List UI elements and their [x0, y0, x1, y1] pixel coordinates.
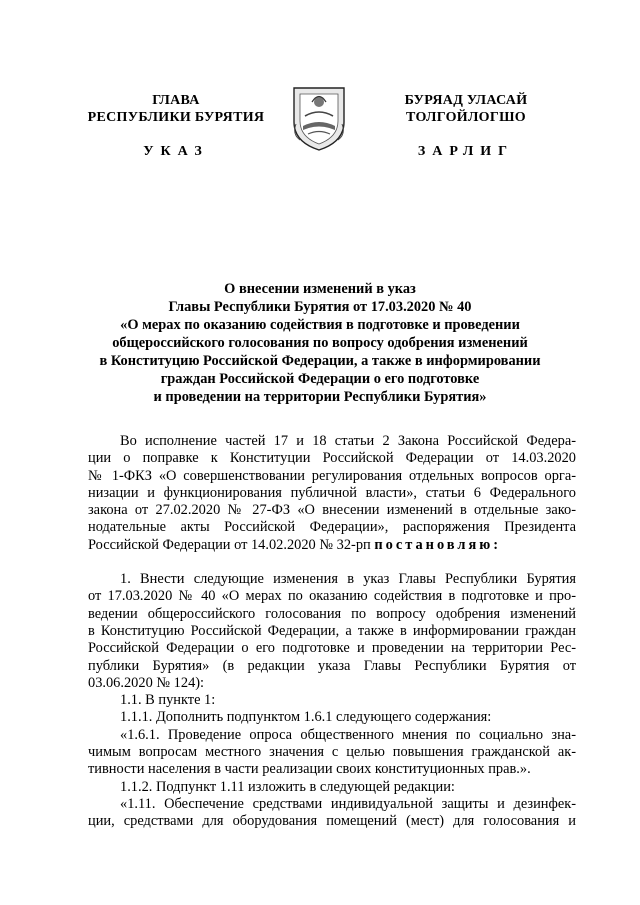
preamble-paragraph	[88, 433, 576, 554]
header-right-line-1: БУРЯАД УЛАСАЙ	[404, 93, 528, 108]
preamble-line: № 1-ФКЗ «О совершенствовании регулирования отдельных вопросов орга-	[88, 467, 576, 484]
sub-1-1-1-paragraph	[88, 709, 576, 726]
item-1-line: Российской Федерации о его подготовке и проведении на территории Рес-	[88, 640, 576, 657]
header-left-line-2: РЕСПУБЛИКИ БУРЯТИЯ	[87, 110, 265, 125]
item-1-paragraph	[88, 571, 576, 692]
preamble-line: низации и функционирования публичной власти», статьи 6 Федерального	[88, 484, 576, 501]
document-title	[60, 280, 580, 406]
title-line: в Конституцию Российской Федерации, а также в информировании	[99, 353, 541, 369]
title-line: Главы Республики Бурятия от 17.03.2020 № 40	[168, 299, 472, 315]
buryatia-coat-of-arms-icon	[290, 82, 348, 152]
item-1-line: 03.06.2020 № 124):	[88, 674, 205, 691]
item-1-line: ведении общероссийского голосования по вопросу одобрения изменений	[88, 605, 576, 622]
preamble-line: Во исполнение частей 17 и 18 статьи 2 Закона Российской Федера-	[120, 433, 576, 449]
sub-1-1-line: 1.1. В пункте 1:	[120, 692, 216, 709]
item-1-6-1-line: тивности населения в части реализации своих конституционных прав.».	[88, 761, 531, 778]
item-1-11-paragraph	[88, 796, 576, 831]
preamble-line: нодательные акты Российской Федерации», распоряжения Президента	[88, 519, 576, 536]
sub-1-1-2-paragraph	[88, 779, 576, 796]
item-1-11-line: «1.11. Обеспечение средствами индивидуальной защиты и дезинфек-	[120, 795, 576, 812]
preamble-line: ции о поправке к Конституции Российской Федерации от 14.03.2020	[88, 450, 576, 467]
item-1-6-1-paragraph	[88, 727, 576, 779]
preamble-last-line	[88, 537, 576, 554]
sub-1-1-2-line: 1.1.2. Подпункт 1.11 изложить в следующей редакции:	[120, 778, 455, 795]
document-kind-right: ЗАРЛИГ	[417, 144, 515, 159]
title-line: О внесении изменений в указ	[224, 281, 416, 297]
title-line: граждан Российской Федерации о его подготовке	[160, 371, 480, 387]
item-1-11-line: ции, средствами для оборудования помещений (мест) для голосования и	[88, 813, 576, 830]
title-line: общероссийского голосования по вопросу одобрения изменений	[112, 335, 528, 351]
item-1-line: в Конституцию Российской Федерации, а также в информировании граждан	[88, 622, 576, 639]
title-line: «О мерах по оказанию содействия в подготовке и проведении	[120, 317, 520, 333]
item-1-line: от 17.03.2020 № 40 «О мерах по оказанию содействия в подготовке и про-	[88, 588, 576, 605]
header-left-line-1: ГЛАВА	[152, 93, 200, 108]
preamble-line: закона от 27.02.2020 № 27-ФЗ «О внесении изменений в отдельные зако-	[88, 502, 576, 519]
header-right	[366, 92, 566, 126]
sub-1-1-1-line: 1.1.1. Дополнить подпунктом 1.6.1 следующего содержания:	[120, 709, 492, 726]
item-1-line: 1. Внести следующие изменения в указ Главы Республики Бурятия	[120, 571, 576, 588]
item-1-6-1-line: «1.6.1. Проведение опроса общественного мнения по социально зна-	[120, 726, 576, 743]
preamble-last-line-text: Российской Федерации от 14.02.2020 № 32-рп	[88, 536, 375, 553]
header-right-line-2: ТОЛГОЙЛОГШО	[406, 110, 526, 125]
document-kind-left: УКАЗ	[143, 144, 209, 159]
sub-1-1-paragraph	[88, 692, 576, 709]
title-line: и проведении на территории Республики Бурятия»	[153, 389, 487, 405]
document-body	[88, 433, 576, 831]
paragraph-gap	[88, 554, 576, 571]
item-1-6-1-line: чимым вопросам местного значения с целью повышения гражданской ак-	[88, 744, 576, 761]
decree-word: постановляю:	[374, 536, 502, 553]
header-left	[76, 92, 276, 126]
item-1-line: публики Бурятия» (в редакции указа Главы Республики Бурятия от	[88, 657, 576, 674]
